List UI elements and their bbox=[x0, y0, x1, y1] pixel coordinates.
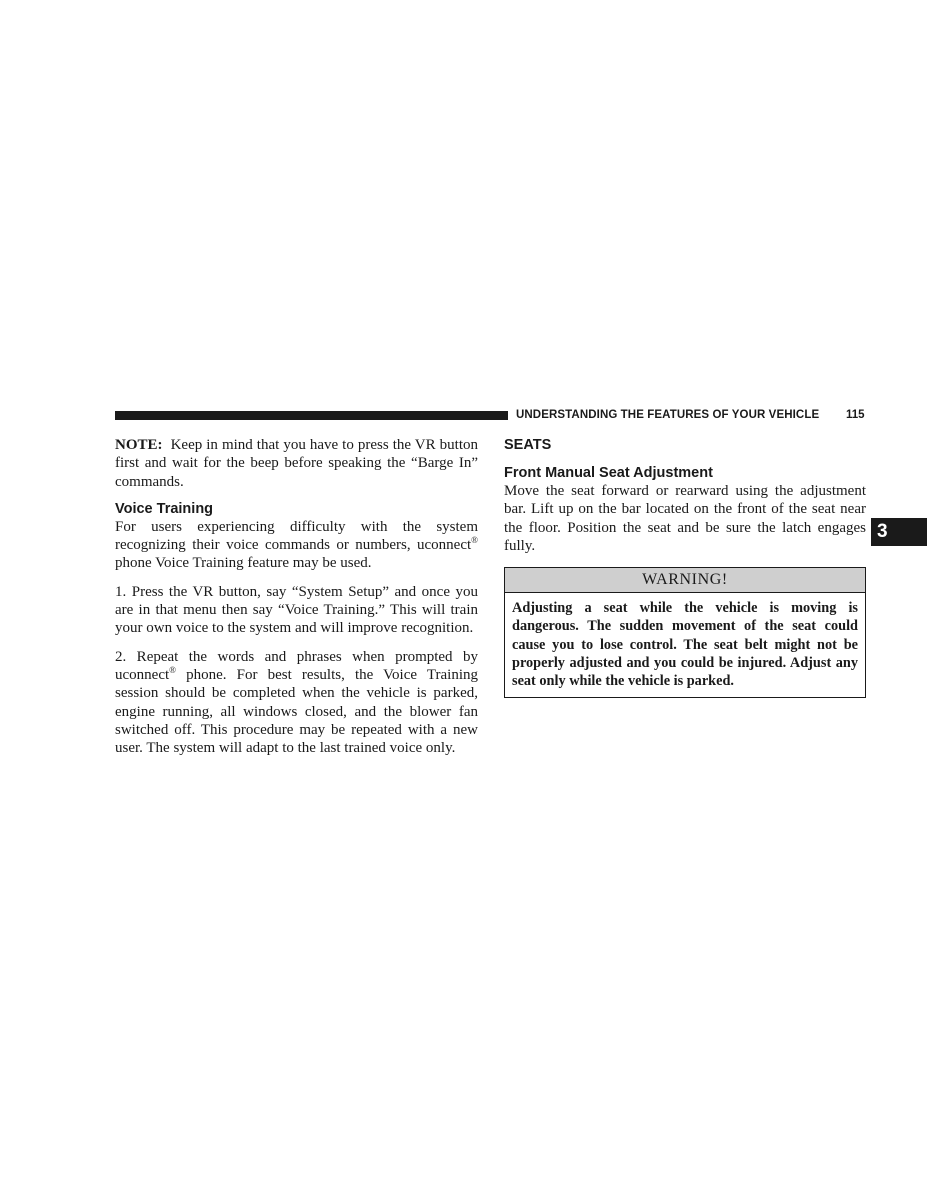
chapter-tab: 3 bbox=[871, 518, 927, 546]
left-column bbox=[115, 436, 478, 757]
warning-title: WARNING! bbox=[505, 568, 865, 593]
voice-training-intro-text-end: phone Voice Training feature may be used. bbox=[115, 555, 372, 572]
registered-mark: ® bbox=[169, 664, 176, 675]
header-rule bbox=[115, 411, 508, 420]
seat-adjustment-paragraph: Move the seat forward or rearward using the adjustment bar. Lift up on the bar located on the front of the seat near the floor. Position the seat and be sure the latch engages fully. bbox=[504, 483, 866, 554]
voice-training-intro bbox=[115, 518, 478, 573]
front-manual-seat-heading: Front Manual Seat Adjustment bbox=[504, 465, 713, 481]
note-paragraph bbox=[115, 436, 478, 491]
warning-box bbox=[504, 567, 866, 697]
voice-training-intro-text: For users experiencing difficulty with the system recognizing their voice commands or numbers, uconnect bbox=[115, 518, 478, 554]
note-label: NOTE: bbox=[115, 437, 163, 453]
page-number: 115 bbox=[846, 409, 865, 421]
section-title: SEATS bbox=[504, 437, 552, 453]
voice-training-step-2 bbox=[115, 648, 478, 758]
right-column bbox=[504, 436, 866, 698]
registered-mark: ® bbox=[471, 535, 478, 546]
running-header-title: UNDERSTANDING THE FEATURES OF YOUR VEHICLE bbox=[516, 409, 820, 421]
voice-training-step-1: 1. Press the VR button, say “System Setup” and once you are in that menu then say “Voice Training.” This will train your own voice to the system and will improve recognition. bbox=[115, 583, 478, 637]
note-text: Keep in mind that you have to press the VR button first and wait for the beep before speaking the “Barge In” commands. bbox=[115, 437, 479, 490]
warning-text: Adjusting a seat while the vehicle is moving is dangerous. The sudden movement of the seat could cause you to lose control. The seat belt might not be properly adjusted and you could be injured. Adjust any seat only while the vehicle is parked. bbox=[512, 600, 858, 690]
voice-training-step-2-text-end: phone. For best results, the Voice Training session should be completed when the vehicle is parked, engine running, all windows closed, and the blower fan switched off. This procedure may be repeated with a new user. The system will adapt to the last trained voice only. bbox=[115, 666, 478, 757]
voice-training-step-2-text: 2. Repeat the words and phrases when prompted by uconnect bbox=[115, 648, 478, 683]
voice-training-heading: Voice Training bbox=[115, 500, 214, 517]
